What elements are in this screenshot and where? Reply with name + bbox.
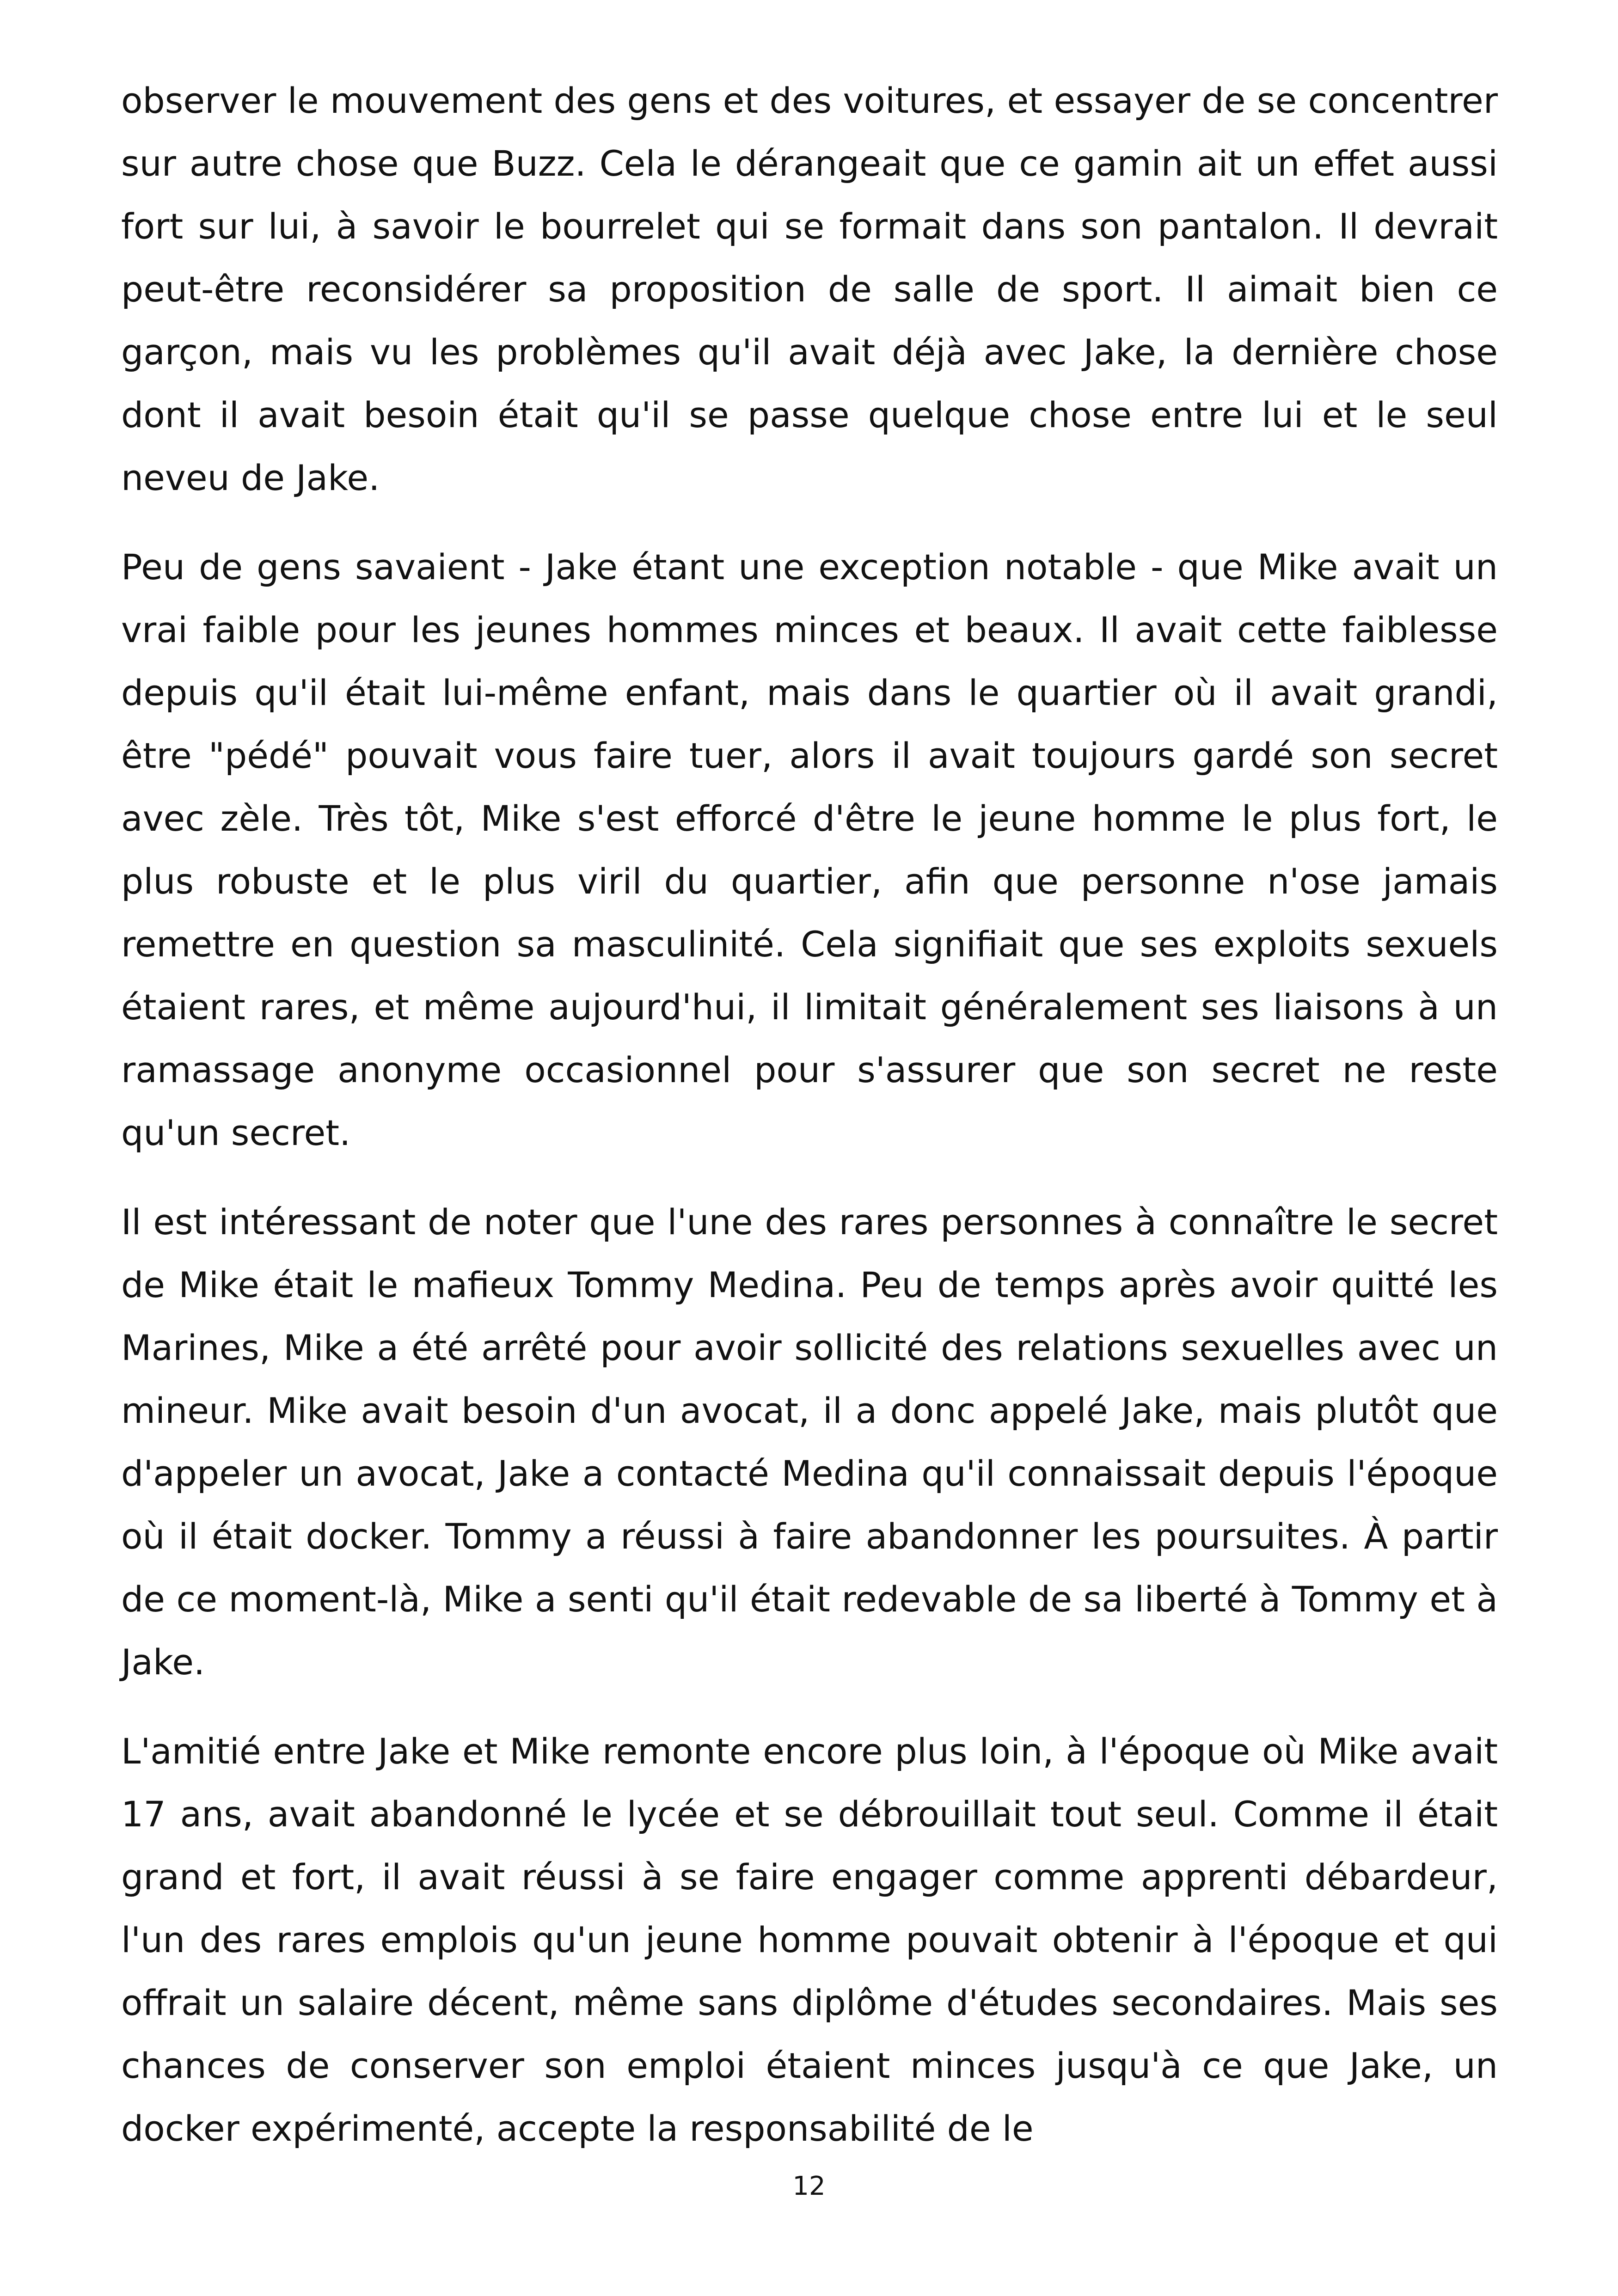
paragraph-3: Il est intéressant de noter que l'une des rares personnes à connaître le secret de Mike était le mafieux Tommy Medina. Peu de temps après avoir quitté les Marines, Mike a été arrêté pour avoir sollicité des relations sexuelles avec un mineur. Mike avait besoin d'un avocat, il a donc appelé Jake, mais plutôt que d'appeler un avocat, Jake a contacté Medina qu'il connaissait depuis l'époque où il était docker. Tommy a réussi à faire abandonner les poursuites. À partir de ce moment-là, Mike a senti qu'il était redevable de sa liberté à Tommy et à Jake. xyxy=(121,1201,1498,1683)
page-number: 12 xyxy=(792,2171,826,2201)
paragraph-2: Peu de gens savaient - Jake étant une exception notable - que Mike avait un vrai faible pour les jeunes hommes minces et beaux. Il avait cette faiblesse depuis qu'il était lui-même enfant, mais dans le quartier où il avait grandi, être "pédé" pouvait vous faire tuer, alors il avait toujours gardé son secret avec zèle. Très tôt, Mike s'est efforcé d'être le jeune homme le plus fort, le plus robuste et le plus viril du quartier, afin que personne n'ose jamais remettre en question sa masculinité. Cela signifiait que ses exploits sexuels étaient rares, et même aujourd'hui, il limitait généralement ses liaisons à un ramassage anonyme occasionnel pour s'assurer que son secret ne reste qu'un secret. xyxy=(121,546,1498,1153)
paragraph-1: observer le mouvement des gens et des voitures, et essayer de se concentrer sur autre chose que Buzz. Cela le dérangeait que ce gamin ait un effet aussi fort sur lui, à savoir le bourrelet qui se formait dans son pantalon. Il devrait peut-être reconsidérer sa proposition de salle de sport. Il aimait bien ce garçon, mais vu les problèmes qu'il avait déjà avec Jake, la dernière chose dont il avait besoin était qu'il se passe quelque chose entre lui et le seul neveu de Jake. xyxy=(121,80,1498,498)
body-text xyxy=(121,69,1498,2186)
paragraph-4: L'amitié entre Jake et Mike remonte encore plus loin, à l'époque où Mike avait 17 ans, avait abandonné le lycée et se débrouillait tout seul. Comme il était grand et fort, il avait réussi à se faire engager comme apprenti débardeur, l'un des rares emplois qu'un jeune homme pouvait obtenir à l'époque et qui offrait un salaire décent, même sans diplôme d'études secondaires. Mais ses chances de conserver son emploi étaient minces jusqu'à ce que Jake, un docker expérimenté, accepte la responsabilité de le xyxy=(121,1731,1498,2149)
